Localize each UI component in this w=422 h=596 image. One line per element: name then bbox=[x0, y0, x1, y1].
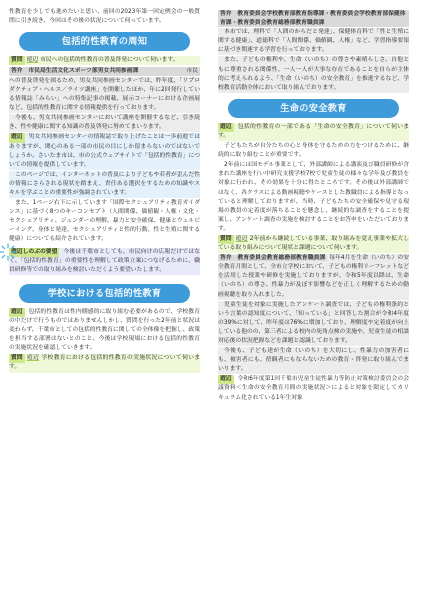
answer-3 bbox=[218, 254, 409, 299]
remark-2-text: 包括的性教育は性内側感的に取り組む必要があるので、学校教育の中だけで行うものではありませんしかし、質問を行った2年前と状況は変わらず、千葉市としての包括的性教育に関しての全体像を把握し、政策を担当する部署はないとのこと。今後は学校現場における包括的性教育の実施状況を確認していきます。 bbox=[9, 308, 200, 352]
question-3 bbox=[218, 235, 409, 253]
answer-1-text: への普及啓発を図るため、男女共同参画センターでは、昨年度、「リプロダクティブ・ヘルス／ライツ講座」を開催したほか、年に2回発行している情報誌「みらい」への特集記事の掲載、展示コーナーにおける企画展など、包括的性教育に関する情報提供を行っております。 bbox=[9, 77, 200, 113]
question-2-text: 学校教育における包括的性教育の実施状況について伺います。 bbox=[9, 355, 200, 371]
request-label: 遊辺しのぶの要望 bbox=[9, 248, 59, 257]
answer-3-text-3: 今後も、子ども達が生命（いのち）を大切にし、性暴力の加害者にも、被害者にも、傍観者にもならないための教育・啓発に取り組んでまいります。 bbox=[218, 347, 409, 374]
request-text: 今後は千葉市としても、市民向けの広報だけではなく、「包括的性教育」の重要性を理解して政策立案につなげるために、職員研修等での取り組みを検討いただくよう要望いたします。 bbox=[9, 248, 200, 273]
question-1-text: 市民への包括的性教育の普及啓発について伺います。 bbox=[40, 57, 179, 64]
question-label: 質問 bbox=[9, 56, 25, 65]
request-text-block bbox=[9, 248, 200, 275]
answer-1-department: 答弁 市民局生活文化スポーツ部男女共同参画課 bbox=[11, 68, 139, 75]
answer-3-header: 答弁 教育委員会教育総務部教育職員課 bbox=[220, 255, 326, 262]
remark-label: 遊辺 bbox=[9, 308, 25, 317]
remark-label: 遊辺 bbox=[218, 375, 234, 384]
remark-4-text: 令和6年度第1回千葉市児童生徒性暴力等防止対策検討委員会の会議資料＜生命の安全教育月間の実施状況＞によると対象を限定してカリキュラム化されている1年生対象 bbox=[218, 376, 409, 401]
remark-2 bbox=[9, 308, 200, 353]
answer-2-header: 答弁 教育委員会学校教育部教育指導課・教育委員会学校教育部保健体育課・教育委員会教育総務部教育職員課 bbox=[218, 10, 409, 27]
request-callout bbox=[9, 246, 200, 278]
remark-1-text-2: このページでは、インターネットの普及により子どもや若者が歪んだ性の情報にさらされる現状を踏まえ、責任ある選択をするための知識やスキルを学ぶことの重要性が強調されています。 bbox=[9, 171, 200, 198]
section-heading-life-safety: 生命の安全教育 bbox=[228, 99, 399, 118]
question-2 bbox=[9, 354, 200, 372]
answer-2-text: 本市では、理科で「人間のからだと発達」、保健体育科で「性と生殖に関する健康」、道徳科で「人間関係、価値観、人権」など、学習指導要領に基づき関連する学習を行っております。 bbox=[218, 28, 409, 55]
questioner-name: 遊辺 bbox=[26, 355, 40, 362]
answer-1-text-2: 今後も、男女共同参画センターにおいて講座を開催するなど、引き続き、性や健康に関する知識の普及啓発に努めてまいります。 bbox=[9, 114, 200, 132]
right-column bbox=[218, 8, 409, 404]
remark-1-text: 男女共同参画センターの情報誌で取り上げたことは一歩前進ではありますが、関心のある一部の市民の目にしか留まらないのではないでしょうか。さいたま市は、市の公式ウェブサイトで「包括的性教育」についての情報を提供しています。 bbox=[9, 134, 200, 168]
remark-3-text-3: 2年前には国モデル事業として、外部講師による講演及び職員研修が含まれた講座を行い中研究支援学校7校で児童生徒の様々な学年及び教員を対象に行われ、その効果を十分に得たところです。その後は外部講師ではなく、各クラスによる動画視聴やケースとした教職員による指導となっていると理解しておりますが、当時、子どもたちの安全確保や見守る現場の教員の定着度が落ちることを懸念し、継続的な調査をすることを提案し、アンケート調査の実施を検討することをお答申をいただいております。 bbox=[218, 162, 409, 232]
section-heading-schools: 学校における包括的性教育 bbox=[19, 284, 190, 303]
question-label: 質問 bbox=[218, 235, 234, 244]
question-1 bbox=[9, 56, 200, 65]
remark-3 bbox=[218, 123, 409, 141]
intro-paragraph: 性教育を少しでも進めたいと思い、前回の2023年第一回定例会の一般質問に引き続き、今回はその後の状況について伺っています。 bbox=[9, 9, 200, 25]
question-label: 質問 bbox=[9, 354, 25, 363]
remark-3-text-2: 子どもたちが自分たちの心と身体を守るための力をつけるために、継続的に取り組むことが重要です。 bbox=[218, 143, 409, 159]
remark-4 bbox=[218, 375, 409, 402]
answer-3-text: 毎年4月を生命（いのち）の安全教育月間として、全市立学校において、子どもの権利リーフレットなどを活用した授業や研修を実施しておりますが、令和5年度以降は、生命（いのち）の尊さ、性暴力が及ぼす影響などを正しく理解するための動画視聴を取り入れました。 bbox=[218, 255, 409, 298]
questioner-name: 遊辺 bbox=[235, 235, 248, 242]
remark-1-text-3: また、1ページ右下に示しています「国際セクシュアリティ教育ガイダンス」に基づく8つのキーコンセプト（人間関係、価値観・人権・文化・セクシュアリティ、ジェンダーの理解、暴力と安全確保、健康とウェルビーイング、身体と発達、セクシュアリティと性的行動、性と生殖に関する健康）についても紹介されています。 bbox=[9, 200, 200, 243]
left-column bbox=[9, 8, 200, 374]
remark-3-text: 包括的性教育の一部である「生命の安全教育」について伺います。 bbox=[218, 123, 410, 139]
answer-3-text-2: 児童生徒を対象に実施したアンケート調査では、子どもの権利条約という言葉の認知度について、「知っている」と回答した割合が令和4年度の39%に対して、昨年度は76%に増加しており、理解度や定着度が向上している他のの、第三者による校内の死角点検の実施や、児童生徒の相談対応後の状況把握などを課題と認識しております。 bbox=[218, 301, 409, 346]
answer-2-text-2: また、子どもの権利や、生命（いのち）の尊さや素晴らしさ、自他ともに尊重される関係性、一人一人が大事な存在であることを自らが主体的に考えられるよう、「生命（いのち）の安全教育」を推進するなど、学校教育活動全体において取り組んでおります。 bbox=[218, 56, 409, 92]
remark-label: 遊辺 bbox=[218, 123, 234, 132]
answer-1-header-tail: 市民 bbox=[186, 68, 198, 75]
answer-1-header bbox=[9, 67, 200, 76]
remark-label: 遊辺 bbox=[9, 133, 25, 142]
section-heading-awareness: 包括的性教育の周知 bbox=[19, 32, 190, 51]
burst-icon bbox=[0, 243, 17, 261]
questioner-name: 遊辺 bbox=[26, 57, 39, 64]
question-3-text: 2年前から継続している事業、取り組みを覚え事業や拡大している取り組みについて現状と課題について伺います。 bbox=[218, 235, 409, 252]
remark-1 bbox=[9, 133, 200, 169]
